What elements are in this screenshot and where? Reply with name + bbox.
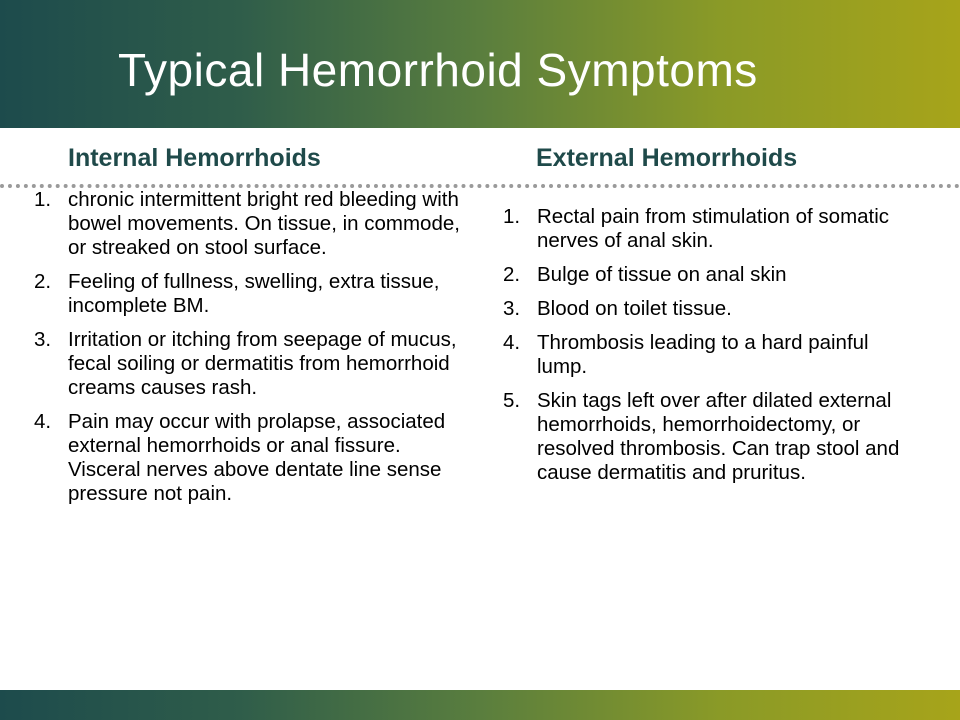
list-item-number: 2.: [34, 270, 52, 293]
list-item-number: 1.: [503, 205, 521, 228]
list-item-text: Thrombosis leading to a hard painful lump.: [537, 331, 869, 378]
footer-bar: [0, 690, 960, 720]
list-item-text: Rectal pain from stimulation of somatic nerves of anal skin.: [537, 205, 890, 252]
list-item-number: 3.: [503, 297, 521, 320]
list-item-number: 2.: [503, 263, 521, 286]
external-symptoms-list: [497, 205, 907, 495]
list-item-number: 1.: [34, 188, 52, 211]
list-item-number: 5.: [503, 389, 521, 412]
list-item-text: Blood on toilet tissue.: [537, 297, 732, 320]
internal-symptoms-list: [28, 188, 468, 516]
list-item: [497, 205, 907, 253]
internal-hemorrhoids-heading: Internal Hemorrhoids: [68, 144, 321, 172]
list-item: [497, 331, 907, 379]
list-item: [28, 410, 468, 506]
list-item: [28, 188, 468, 260]
list-item-text: Skin tags left over after dilated external hemorrhoids, hemorrhoidectomy, or resolved thrombosis. Can trap stool and cause dermatitis and pruritus.: [537, 389, 900, 484]
slide-title: Typical Hemorrhoid Symptoms: [118, 44, 758, 96]
list-item-number: 4.: [34, 410, 52, 433]
list-item-text: chronic intermittent bright red bleeding with bowel movements. On tissue, in commode, or streaked on stool surface.: [68, 188, 460, 259]
list-item: [497, 297, 907, 321]
list-item-number: 3.: [34, 328, 52, 351]
list-item-number: 4.: [503, 331, 521, 354]
list-item-text: Irritation or itching from seepage of mucus, fecal soiling or dermatitis from hemorrhoid creams causes rash.: [68, 328, 457, 399]
external-hemorrhoids-heading: External Hemorrhoids: [536, 144, 798, 172]
list-item-text: Bulge of tissue on anal skin: [537, 263, 787, 286]
list-item: [28, 328, 468, 400]
title-banner: [0, 0, 960, 128]
list-item: [497, 263, 907, 287]
list-item: [497, 389, 907, 485]
list-item-text: Pain may occur with prolapse, associated external hemorrhoids or anal fissure. Visceral nerves above dentate line sense pressure not pain.: [68, 410, 446, 505]
list-item: [28, 270, 468, 318]
list-item-text: Feeling of fullness, swelling, extra tissue, incomplete BM.: [68, 270, 440, 317]
